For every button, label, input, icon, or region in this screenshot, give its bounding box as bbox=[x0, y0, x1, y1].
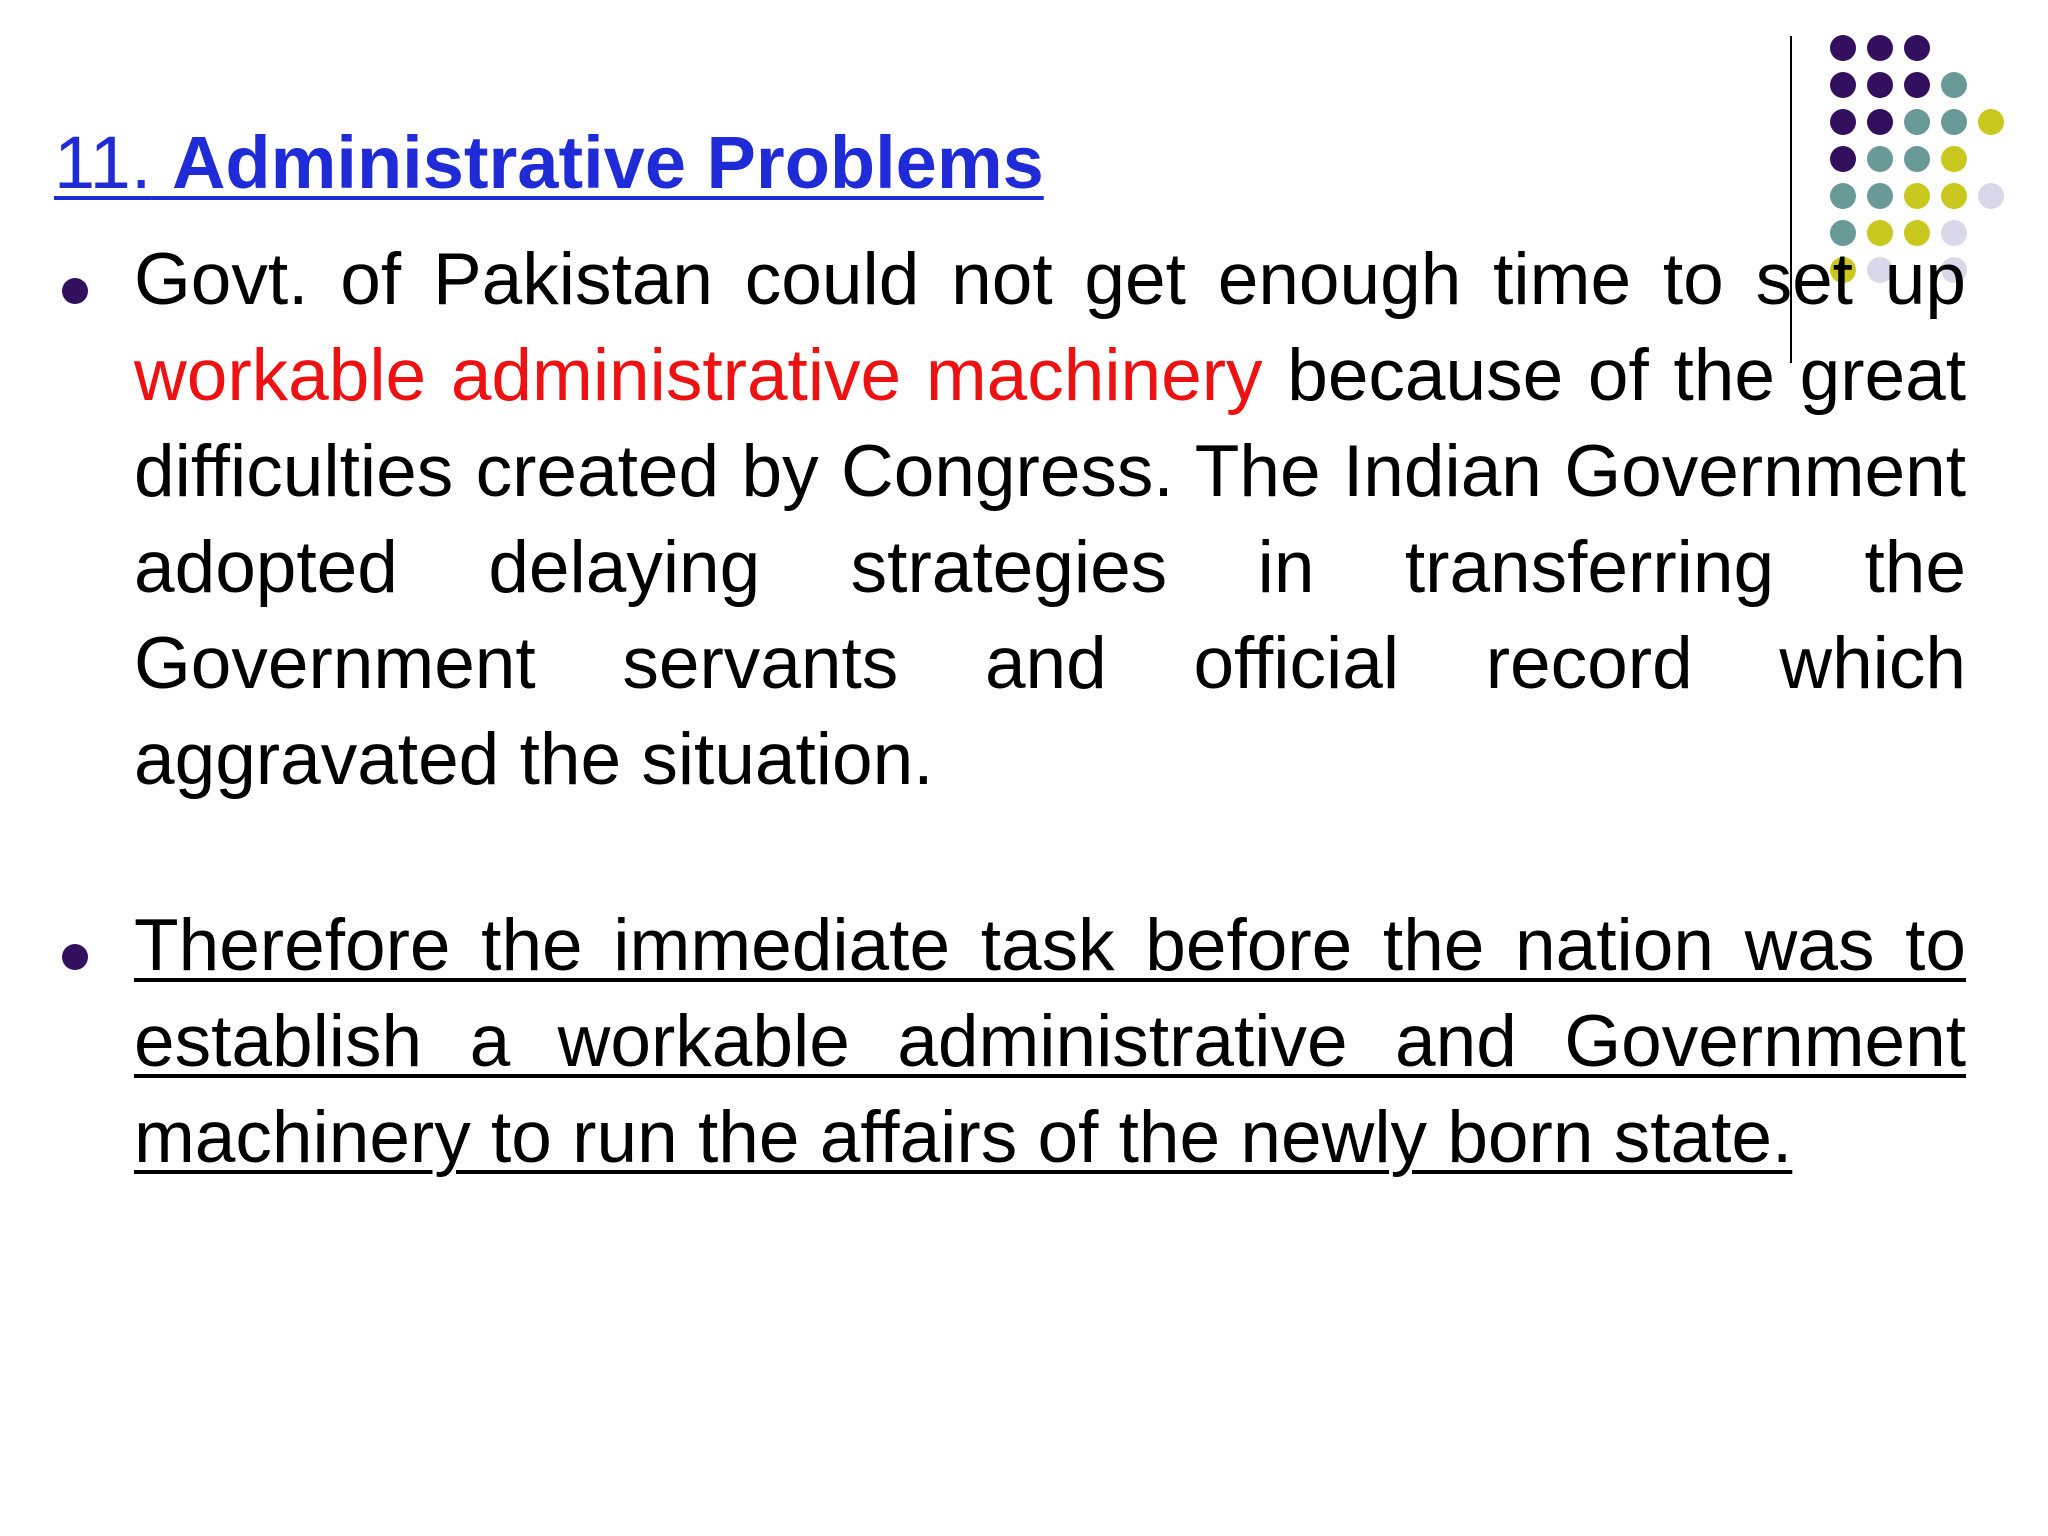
decoration-dot bbox=[1830, 35, 1856, 61]
slide-title-number: 11. bbox=[54, 121, 152, 204]
decoration-dot bbox=[1904, 109, 1930, 135]
decoration-dot bbox=[1978, 183, 2004, 209]
bullet-list bbox=[60, 232, 1966, 1186]
bullet-dot-icon bbox=[62, 278, 88, 304]
slide-title bbox=[54, 120, 1044, 205]
bullet-text-intro: Govt. of Pakistan could not get enough time to set up bbox=[134, 239, 1966, 320]
bullet-dot-icon bbox=[62, 944, 88, 970]
decoration-dot bbox=[1941, 183, 1967, 209]
decoration-dot bbox=[1867, 109, 1893, 135]
decoration-dot bbox=[1867, 72, 1893, 98]
decoration-dot bbox=[1867, 35, 1893, 61]
decoration-dot bbox=[1904, 72, 1930, 98]
bullet-item-administrative-machinery bbox=[60, 232, 1966, 808]
decoration-dot bbox=[1904, 183, 1930, 209]
bullet-highlight-text: workable administrative machinery bbox=[134, 335, 1263, 416]
decoration-dot bbox=[1904, 35, 1930, 61]
decoration-dot bbox=[1867, 183, 1893, 209]
decoration-dot bbox=[1978, 109, 2004, 135]
decoration-dot bbox=[1867, 146, 1893, 172]
bullet-text-rest: because of the great difficulties created by Congress. The Indian Government adopted delaying strategies in transferring the Government servants and official record which aggravated the situation. bbox=[134, 335, 1966, 800]
decoration-dot bbox=[1830, 146, 1856, 172]
decoration-dot bbox=[1830, 183, 1856, 209]
bullet-text-underlined: Therefore the immediate task before the nation was to establish a workable administrative and Government machinery to run the affairs of the newly born state. bbox=[134, 905, 1966, 1178]
decoration-dot bbox=[1941, 146, 1967, 172]
bullet-item-immediate-task bbox=[60, 898, 1966, 1186]
decoration-dot bbox=[1830, 109, 1856, 135]
decoration-dot bbox=[1904, 146, 1930, 172]
decoration-dot bbox=[1830, 72, 1856, 98]
decoration-dot bbox=[1941, 109, 1967, 135]
slide-title-text: Administrative Problems bbox=[171, 121, 1044, 204]
decoration-dot bbox=[1941, 72, 1967, 98]
